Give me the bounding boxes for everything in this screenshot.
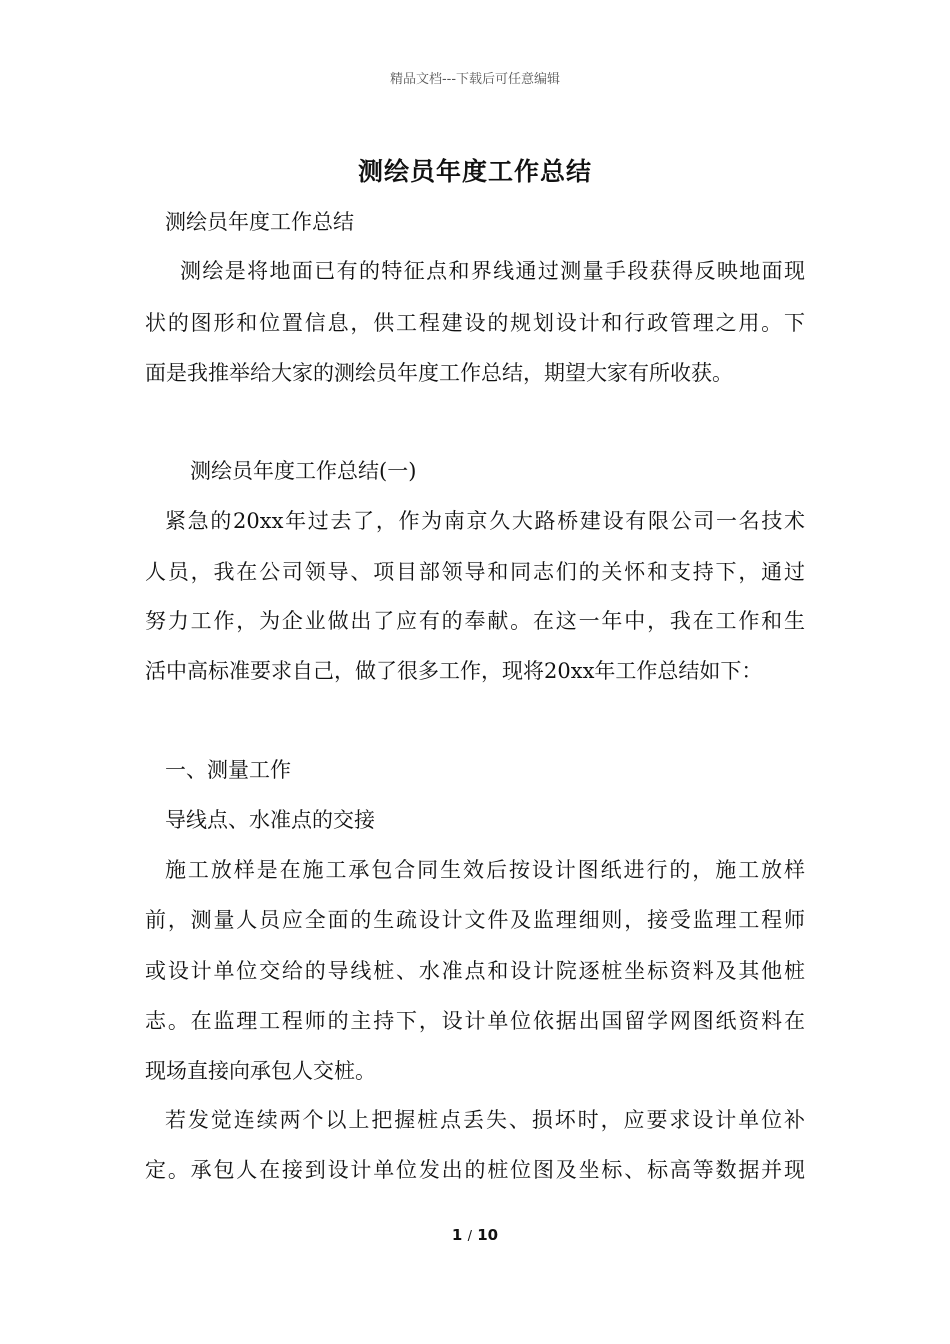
- body-line: 人员，我在公司领导、项目部领导和同志们的关怀和支持下，通过: [145, 560, 805, 584]
- body-line: 施工放样是在施工承包合同生效后按设计图纸进行的，施工放样: [165, 858, 805, 882]
- body-line: 面是我推举给大家的测绘员年度工作总结，期望大家有所收获。: [145, 361, 733, 385]
- section-heading: 一、测量工作: [165, 758, 291, 782]
- page-header: 精品文档---下载后可任意编辑: [389, 72, 561, 87]
- body-line: 前，测量人员应全面的生疏设计文件及监理细则，接受监理工程师: [145, 908, 805, 932]
- body-line: 测绘员年度工作总结: [165, 210, 354, 234]
- body-line: 定。承包人在接到设计单位发出的桩位图及坐标、标高等数据并现: [145, 1158, 805, 1182]
- body-line: 若发觉连续两个以上把握桩点丢失、损坏时，应要求设计单位补: [165, 1108, 805, 1132]
- body-line: 努力工作，为企业做出了应有的奉献。在这一年中，我在工作和生: [145, 609, 805, 633]
- document-title: 测绘员年度工作总结: [357, 157, 592, 186]
- page-separator: /: [467, 1229, 472, 1244]
- body-line: 活中高标准要求自己，做了很多工作，现将20xx年工作总结如下：: [145, 659, 763, 683]
- body-line: 或设计单位交给的导线桩、水准点和设计院逐桩坐标资料及其他桩: [145, 959, 805, 983]
- total-pages: 10: [477, 1226, 499, 1244]
- body-line: 紧急的20xx年过去了，作为南京久大路桥建设有限公司一名技术: [165, 509, 805, 533]
- body-line: 志。在监理工程师的主持下，设计单位依据出国留学网图纸资料在: [145, 1009, 805, 1033]
- body-line: 现场直接向承包人交桩。: [145, 1059, 376, 1083]
- body-line: 状的图形和位置信息，供工程建设的规划设计和行政管理之用。下: [145, 311, 805, 335]
- current-page: 1: [451, 1226, 463, 1244]
- sub-heading: 导线点、水准点的交接: [165, 808, 375, 832]
- section-heading: 测绘员年度工作总结(一): [190, 459, 417, 483]
- page-number: [0, 1226, 950, 1244]
- body-line: 测绘是将地面已有的特征点和界线通过测量手段获得反映地面现: [180, 259, 805, 283]
